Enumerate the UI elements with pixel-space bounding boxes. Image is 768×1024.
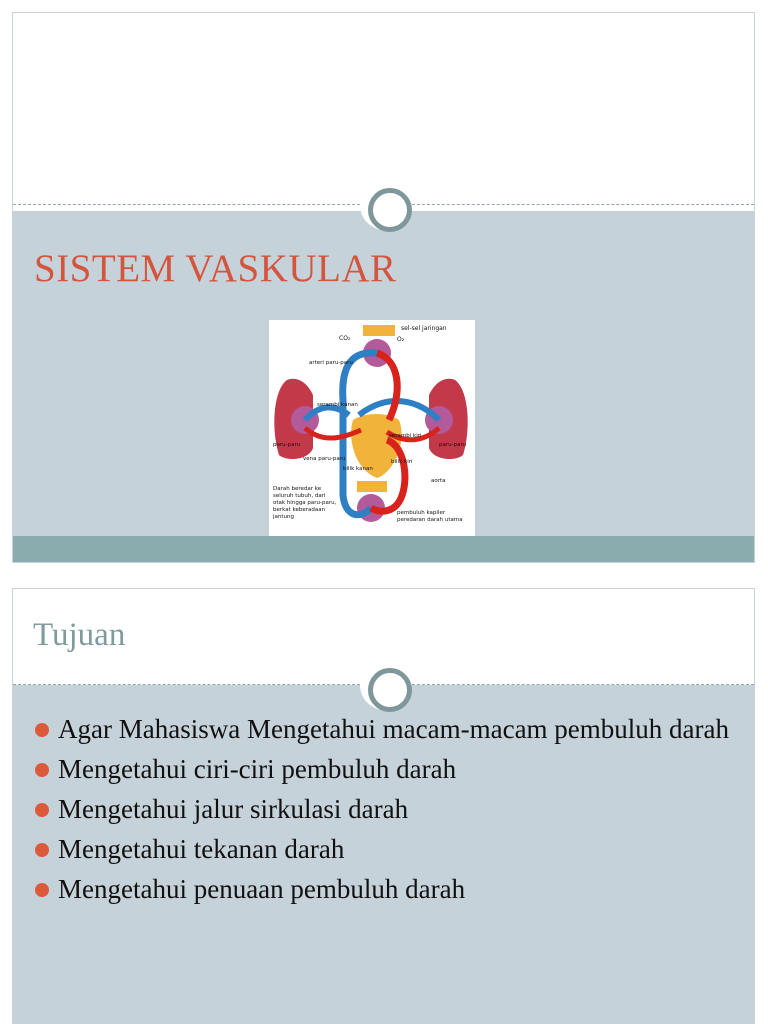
circle-ornament-icon: [360, 180, 410, 230]
label-serambi-kanan: serambi kanan: [317, 402, 358, 408]
bullet-dot-icon: [35, 803, 49, 817]
slide-footer-band: [13, 536, 754, 562]
list-item-text: Mengetahui tekanan darah: [58, 834, 345, 864]
slide-1: [12, 12, 755, 563]
circle-ornament-icon: [360, 660, 410, 710]
list-item-text: Mengetahui jalur sirkulasi darah: [58, 794, 409, 824]
label-sel-sel-jaringan: sel-sel jaringan: [401, 325, 447, 332]
bullet-dot-icon: [35, 883, 49, 897]
label-caption-wrap: [273, 486, 339, 542]
circulation-diagram-svg: [269, 320, 475, 545]
label-caption: Darah beredar ke seluruh tubuh, dari otak hingga paru-paru, berkat keberadaan jantung: [273, 486, 337, 520]
bullet-dot-icon: [35, 843, 49, 857]
section-title: Tujuan: [33, 617, 126, 653]
slide-title: SISTEM VASKULAR: [34, 247, 397, 290]
list-item-text: Mengetahui penuaan pembuluh darah: [58, 874, 466, 904]
list-item: [35, 752, 735, 786]
label-bilik-kiri: bilik kiri: [391, 459, 413, 465]
slide-2: [12, 588, 755, 1024]
list-item: [35, 832, 735, 866]
label-vena-paru-paru: vena paru-paru: [303, 456, 346, 462]
label-pembuluh-wrap: [397, 510, 473, 532]
list-item: [35, 792, 735, 826]
label-arteri-paru-paru: arteri paru-paru: [309, 360, 353, 366]
label-bilik-kanan: bilik kanan: [343, 466, 373, 472]
tissue-cells-top: [363, 325, 395, 336]
tissue-cells-bottom: [357, 481, 387, 492]
bullet-dot-icon: [35, 763, 49, 777]
list-item-text: Mengetahui ciri-ciri pembuluh darah: [58, 754, 457, 784]
label-paru-paru-right: paru-paru: [439, 442, 467, 448]
label-aorta: aorta: [431, 478, 446, 484]
label-serambi-kiri: serambi kiri: [389, 433, 422, 439]
list-item: [35, 712, 735, 746]
list-item-text: Agar Mahasiswa Mengetahui macam-macam pembuluh darah: [58, 714, 730, 744]
label-o2: O₂: [397, 336, 405, 343]
label-co2: CO₂: [339, 335, 351, 342]
list-item: [35, 872, 735, 906]
objectives-list: [35, 712, 735, 912]
label-paru-paru-left: paru-paru: [273, 442, 301, 448]
label-pembuluh-kapiler: pembuluh kapiler peredaran darah utama: [397, 510, 463, 523]
circulation-diagram: [269, 320, 475, 545]
bullet-dot-icon: [35, 723, 49, 737]
